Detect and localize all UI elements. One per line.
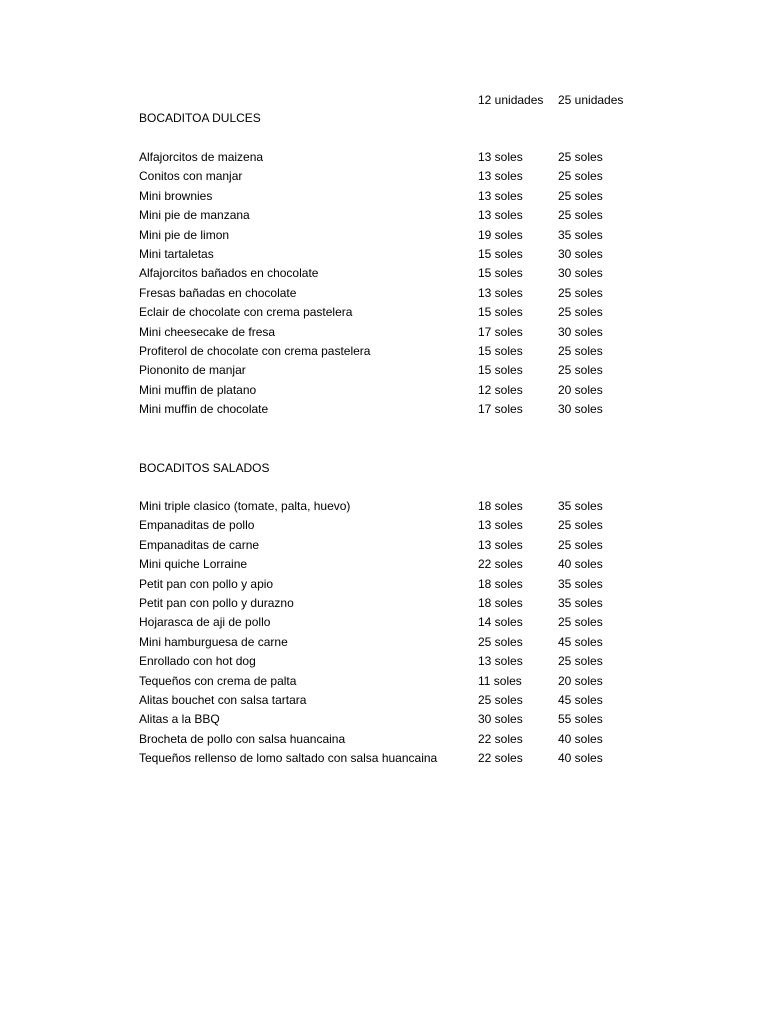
price-25-units: 20 soles — [558, 673, 603, 688]
list-dulces — [0, 148, 768, 419]
price-12-units: 17 soles — [478, 402, 523, 417]
price-25-units: 40 soles — [558, 557, 603, 572]
price-25-units: 25 soles — [558, 285, 603, 300]
item-name: Brocheta de pollo con salsa huancaina — [139, 731, 346, 746]
item-name: Mini pie de manzana — [139, 208, 250, 223]
price-row — [0, 652, 768, 671]
price-25-units: 25 soles — [558, 169, 603, 184]
price-row — [0, 226, 768, 245]
item-name: Empanaditas de pollo — [139, 518, 255, 533]
price-12-units: 13 soles — [478, 150, 523, 164]
price-25-units: 30 soles — [558, 324, 603, 339]
price-row — [0, 516, 768, 535]
item-name: Mini muffin de chocolate — [139, 402, 269, 417]
price-12-units: 15 soles — [478, 343, 523, 358]
price-25-units: 35 soles — [558, 576, 603, 591]
price-12-units: 19 soles — [478, 227, 523, 242]
item-name: Fresas bañadas en chocolate — [139, 285, 297, 300]
price-12-units: 11 soles — [478, 673, 522, 688]
price-12-units: 15 soles — [478, 246, 523, 261]
price-25-units: 35 soles — [558, 499, 603, 513]
price-25-units: 30 soles — [558, 402, 603, 417]
price-12-units: 14 soles — [478, 615, 523, 630]
column-header-25-units: 25 unidades — [558, 93, 624, 107]
item-name: Alfajorcitos de maizena — [139, 150, 264, 164]
price-25-units: 40 soles — [558, 731, 603, 746]
price-25-units: 40 soles — [558, 751, 603, 766]
price-row — [0, 749, 768, 768]
price-12-units: 15 soles — [478, 266, 523, 281]
price-25-units: 25 soles — [558, 188, 603, 203]
price-12-units: 18 soles — [478, 499, 523, 513]
price-row — [0, 536, 768, 555]
price-row — [0, 303, 768, 322]
price-row — [0, 264, 768, 283]
item-name: Tequeños rellenso de lomo saltado con salsa huancaina — [139, 751, 438, 766]
price-12-units: 25 soles — [478, 634, 523, 649]
price-12-units: 15 soles — [478, 305, 523, 320]
price-12-units: 25 soles — [478, 692, 523, 707]
price-12-units: 13 soles — [478, 537, 523, 552]
price-12-units: 12 soles — [478, 382, 523, 397]
price-row — [0, 284, 768, 303]
price-25-units: 25 soles — [558, 208, 603, 223]
price-row — [0, 691, 768, 710]
price-25-units: 25 soles — [558, 654, 603, 669]
price-25-units: 25 soles — [558, 343, 603, 358]
price-25-units: 30 soles — [558, 246, 603, 261]
price-row — [0, 323, 768, 342]
item-name: Mini cheesecake de fresa — [139, 324, 276, 339]
item-name: Petit pan con pollo y durazno — [139, 595, 294, 610]
price-row — [0, 672, 768, 691]
item-name: Mini muffin de platano — [139, 382, 257, 397]
list-salados — [0, 497, 768, 768]
price-25-units: 35 soles — [558, 227, 603, 242]
price-25-units: 20 soles — [558, 382, 603, 397]
price-25-units: 25 soles — [558, 363, 603, 378]
price-row — [0, 555, 768, 574]
item-name: Enrollado con hot dog — [139, 654, 256, 669]
item-name: Alitas a la BBQ — [139, 712, 220, 727]
section-title-salados: BOCADITOS SALADOS — [139, 461, 270, 475]
price-12-units: 13 soles — [478, 654, 523, 669]
price-row — [0, 187, 768, 206]
price-12-units: 13 soles — [478, 188, 523, 203]
price-12-units: 30 soles — [478, 712, 523, 727]
price-row — [0, 167, 768, 186]
item-name: Mini tartaletas — [139, 246, 214, 261]
item-name: Petit pan con pollo y apio — [139, 576, 274, 591]
item-name: Mini pie de limon — [139, 227, 230, 242]
item-name: Alfajorcitos bañados en chocolate — [139, 266, 319, 281]
price-row — [0, 400, 768, 419]
item-name: Mini triple clasico (tomate, palta, huevo) — [139, 499, 351, 513]
price-row — [0, 710, 768, 729]
price-12-units: 17 soles — [478, 324, 523, 339]
price-12-units: 22 soles — [478, 751, 523, 766]
price-row — [0, 594, 768, 613]
price-row — [0, 206, 768, 225]
item-name: Tequeños con crema de palta — [139, 673, 297, 688]
price-12-units: 22 soles — [478, 557, 523, 572]
price-row — [0, 381, 768, 400]
item-name: Eclair de chocolate con crema pastelera — [139, 305, 353, 320]
column-header-12-units: 12 unidades — [478, 93, 544, 107]
price-12-units: 13 soles — [478, 518, 523, 533]
price-25-units: 45 soles — [558, 634, 603, 649]
price-12-units: 13 soles — [478, 285, 523, 300]
price-12-units: 18 soles — [478, 576, 523, 591]
price-row — [0, 361, 768, 380]
price-25-units: 25 soles — [558, 305, 603, 320]
column-headers — [0, 91, 768, 109]
price-row — [0, 633, 768, 652]
price-12-units: 13 soles — [478, 208, 523, 223]
item-name: Hojarasca de aji de pollo — [139, 615, 271, 630]
price-row — [0, 148, 768, 167]
price-row — [0, 613, 768, 632]
section-title-dulces: BOCADITOA DULCES — [139, 111, 261, 125]
price-25-units: 25 soles — [558, 150, 603, 164]
item-name: Alitas bouchet con salsa tartara — [139, 692, 307, 707]
item-name: Profiterol de chocolate con crema pastelera — [139, 343, 371, 358]
item-name: Empanaditas de carne — [139, 537, 260, 552]
item-name: Mini hamburguesa de carne — [139, 634, 288, 649]
item-name: Conitos con manjar — [139, 169, 243, 184]
price-25-units: 35 soles — [558, 595, 603, 610]
price-row — [0, 730, 768, 749]
price-row — [0, 575, 768, 594]
price-row — [0, 342, 768, 361]
price-25-units: 25 soles — [558, 537, 603, 552]
price-12-units: 18 soles — [478, 595, 523, 610]
price-25-units: 55 soles — [558, 712, 603, 727]
price-12-units: 22 soles — [478, 731, 523, 746]
price-25-units: 25 soles — [558, 615, 603, 630]
price-12-units: 15 soles — [478, 363, 523, 378]
price-row — [0, 497, 768, 516]
price-12-units: 13 soles — [478, 169, 523, 184]
price-25-units: 25 soles — [558, 518, 603, 533]
price-row — [0, 245, 768, 264]
item-name: Mini quiche Lorraine — [139, 557, 248, 572]
price-25-units: 45 soles — [558, 692, 603, 707]
item-name: Piononito de manjar — [139, 363, 246, 378]
price-25-units: 30 soles — [558, 266, 603, 281]
item-name: Mini brownies — [139, 188, 213, 203]
